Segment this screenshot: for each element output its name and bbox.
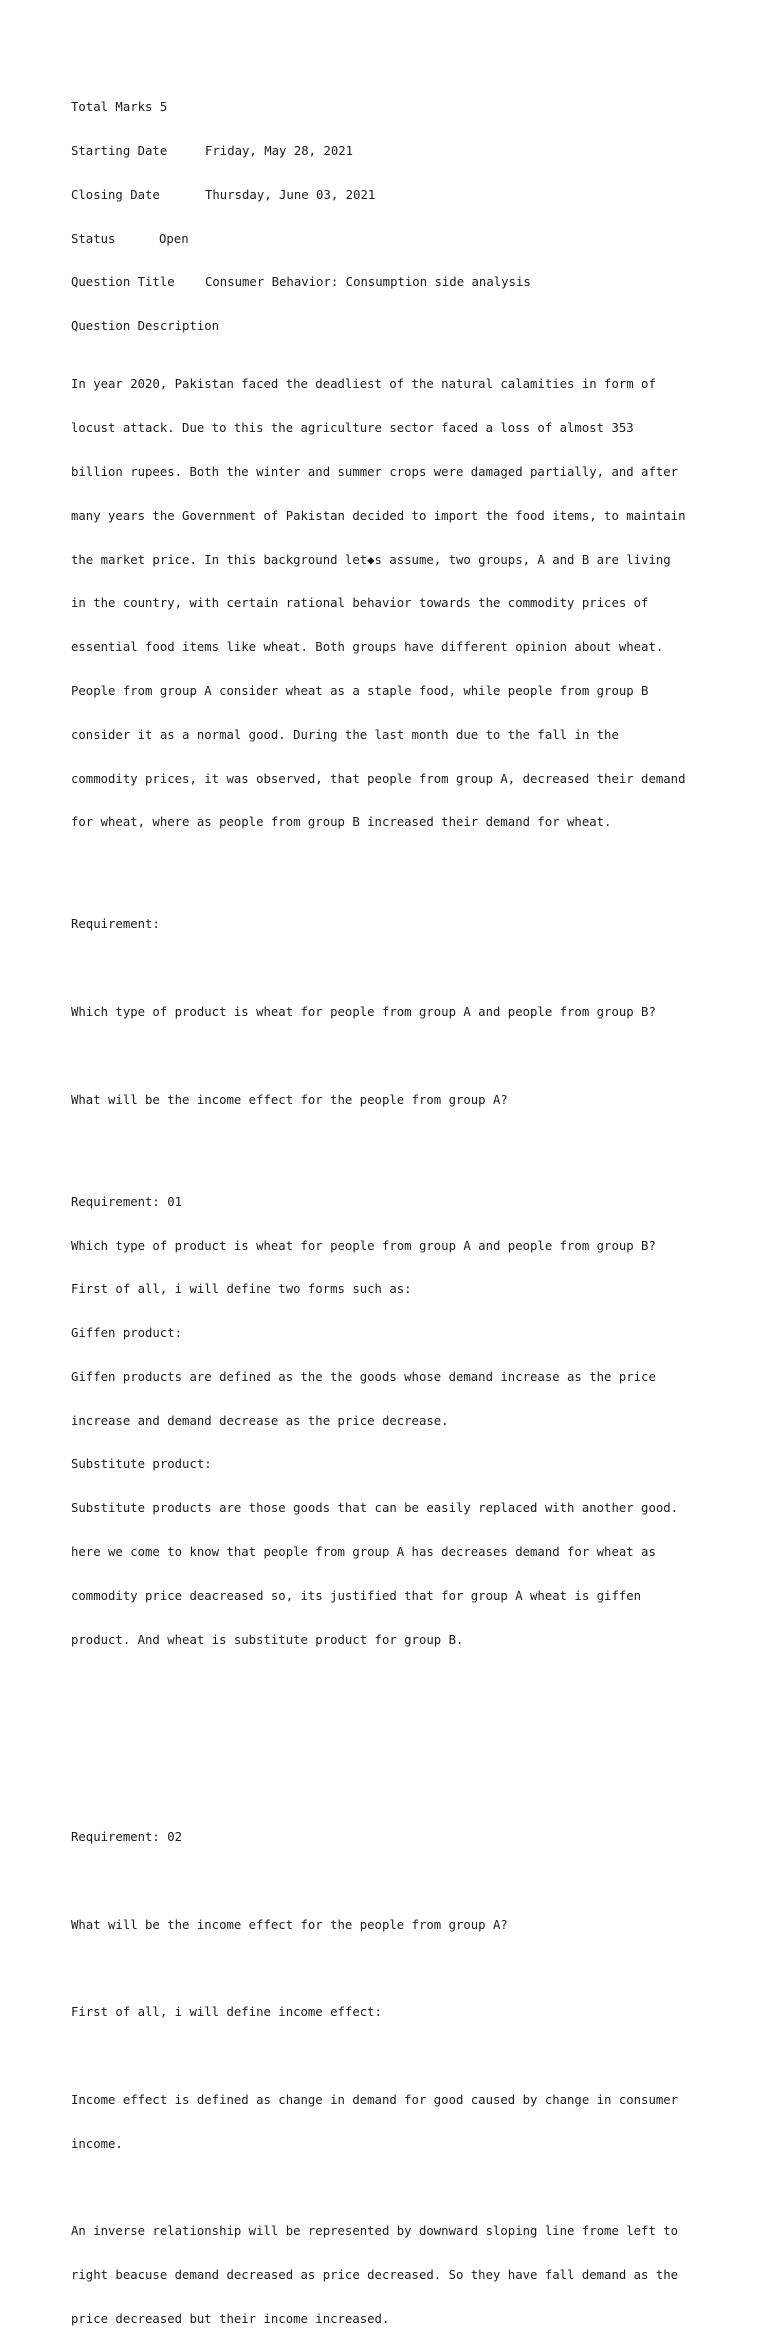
status-value: Open [159,231,189,246]
question-title-label: Question Title [71,275,175,290]
requirement-01-line: here we come to know that people from group A has decreases demand for wheat as [71,1544,656,1559]
requirement-02-question: What will be the income effect for the people from group A? [71,1917,508,1932]
description-line: in the country, with certain rational behavior towards the commodity prices of [71,596,649,611]
spacer [71,1691,731,1720]
total-marks: Total Marks 5 [71,100,168,115]
description-line: consider it as a normal good. During the last month due to the fall in the [71,727,619,742]
starting-date-label: Starting Date [71,143,168,158]
income-effect-answer-line: right beacuse demand decreased as price decreased. So they have fall demand as the [71,2267,679,2282]
description-line: commodity prices, it was observed, that people from group A, decreased their demand [71,771,686,786]
question-description-label: Question Description [71,319,220,334]
spacer [71,2049,731,2064]
spacer [71,1874,731,1889]
spacer [71,961,731,976]
income-effect-answer-line: price decreased but their income increased. [71,2311,390,2326]
question-one: Which type of product is wheat for people from group A and people from group B? [71,1005,656,1019]
requirement-01-heading: Requirement: 01 [71,1194,183,1209]
description-line: the market price. In this background let◆s assume, two groups, A and B are living [71,552,671,567]
requirement-heading: Requirement: [71,917,160,932]
document-page [71,71,731,2341]
description-line: many years the Government of Pakistan decided to import the food items, to maintain [71,508,686,523]
spacer [71,2180,731,2195]
closing-date-row [71,188,731,203]
requirement-01-line: First of all, i will define two forms such as: [71,1282,412,1297]
description-line: People from group A consider wheat as a staple food, while people from group B [71,683,649,698]
closing-date-label: Closing Date [71,187,160,202]
spacer [71,874,731,889]
question-title-row [71,275,731,290]
question-title-value: Consumer Behavior: Consumption side analysis [205,275,531,290]
requirement-01-line: Substitute product: [71,1457,212,1472]
closing-date-value: Thursday, June 03, 2021 [205,187,376,202]
income-effect-answer-line: An inverse relationship will be represented by downward sloping line frome left to [71,2224,679,2239]
requirement-01-line: Giffen products are defined as the the goods whose demand increase as the price [71,1369,656,1384]
starting-date-row [71,144,731,159]
requirement-01-line: Which type of product is wheat for people from group A and people from group B? [71,1238,656,1253]
spacer [71,1961,731,1976]
description-line: essential food items like wheat. Both groups have different opinion about wheat. [71,640,664,655]
starting-date-value: Friday, May 28, 2021 [205,143,354,158]
question-two: What will be the income effect for the people from group A? [71,1092,508,1107]
description-line: billion rupees. Both the winter and summer crops were damaged partially, and after [71,465,679,480]
requirement-01-line: increase and demand decrease as the price decrease. [71,1413,449,1428]
requirement-01-line: Giffen product: [71,1326,183,1341]
income-effect-definition-line: income. [71,2136,123,2151]
description-line: In year 2020, Pakistan faced the deadliest of the natural calamities in form of [71,377,656,392]
requirement-02-intro: First of all, i will define income effect: [71,2005,382,2020]
description-line: for wheat, where as people from group B increased their demand for wheat. [71,815,612,830]
spacer [71,1049,731,1064]
requirement-01-line: commodity price deacreased so, its justified that for group A wheat is giffen [71,1588,642,1603]
status-label: Status [71,231,116,246]
spacer [71,1136,731,1151]
requirement-02-heading: Requirement: 02 [71,1830,183,1845]
status-row [71,232,731,247]
income-effect-definition-line: Income effect is defined as change in demand for good caused by change in consumer [71,2092,679,2107]
spacer [71,1749,731,1786]
requirement-01-line: Substitute products are those goods that can be easily replaced with another good. [71,1501,679,1516]
requirement-01-line: product. And wheat is substitute product for group B. [71,1632,464,1647]
description-line: locust attack. Due to this the agriculture sector faced a loss of almost 353 [71,421,634,436]
